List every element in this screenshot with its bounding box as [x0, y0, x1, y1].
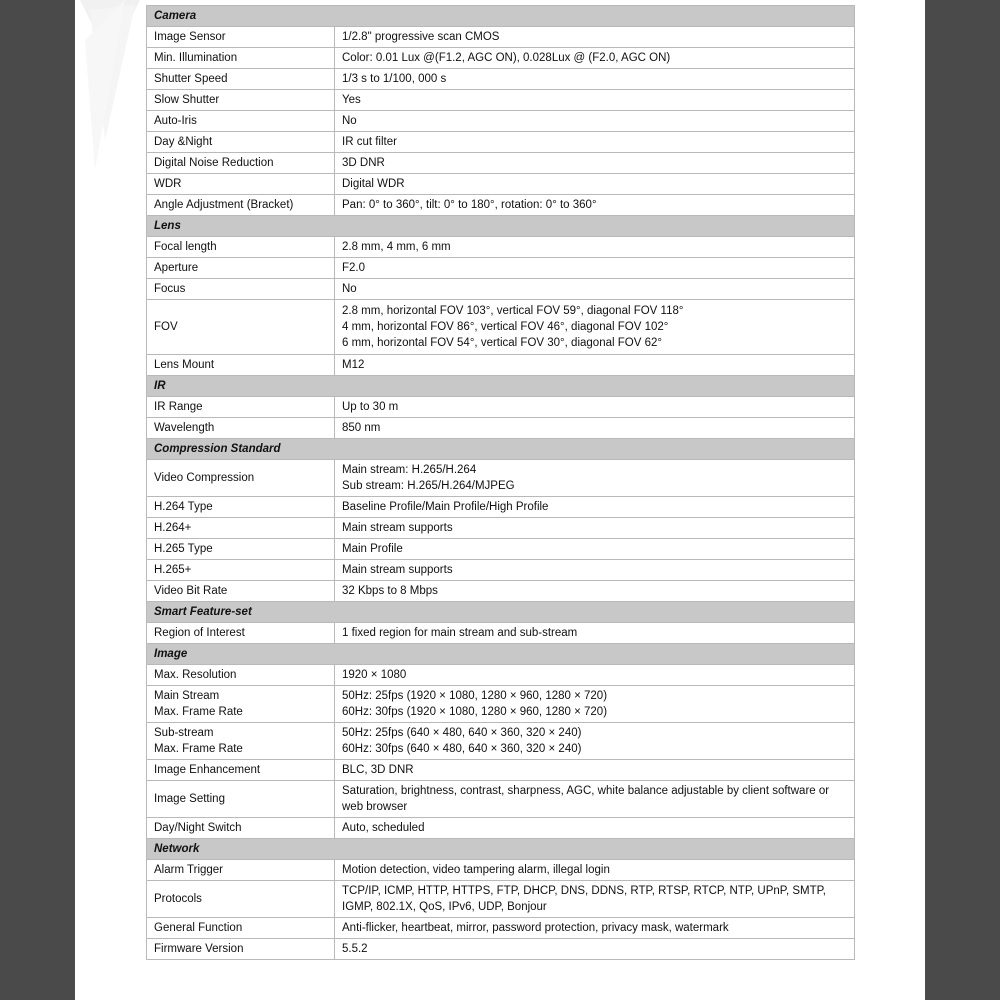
- spec-label: Lens Mount: [147, 355, 335, 376]
- section-title: Network: [147, 839, 855, 860]
- spec-label: General Function: [147, 918, 335, 939]
- table-row: [147, 760, 855, 781]
- spec-label: Image Sensor: [147, 27, 335, 48]
- spec-value: M12: [335, 355, 855, 376]
- table-row: [147, 818, 855, 839]
- spec-value: Main stream supports: [335, 518, 855, 539]
- spec-value: Motion detection, video tampering alarm, illegal login: [335, 860, 855, 881]
- spec-label: Video Bit Rate: [147, 581, 335, 602]
- table-row: [147, 90, 855, 111]
- section-header: [147, 376, 855, 397]
- spec-value: 50Hz: 25fps (1920 × 1080, 1280 × 960, 1280 × 720) 60Hz: 30fps (1920 × 1080, 1280 × 960, 1280 × 720): [335, 686, 855, 723]
- table-row: [147, 581, 855, 602]
- table-row: [147, 27, 855, 48]
- section-header: [147, 6, 855, 27]
- spec-value: 1 fixed region for main stream and sub-stream: [335, 623, 855, 644]
- section-title: Camera: [147, 6, 855, 27]
- spec-value: 1920 × 1080: [335, 665, 855, 686]
- spec-label: Image Setting: [147, 781, 335, 818]
- spec-label: Slow Shutter: [147, 90, 335, 111]
- table-row: [147, 939, 855, 960]
- table-row: [147, 665, 855, 686]
- spec-label: Main Stream Max. Frame Rate: [147, 686, 335, 723]
- spec-label: Sub-stream Max. Frame Rate: [147, 723, 335, 760]
- spec-value: Up to 30 m: [335, 397, 855, 418]
- spec-label: Focal length: [147, 237, 335, 258]
- section-header: [147, 644, 855, 665]
- section-title: IR: [147, 376, 855, 397]
- section-title: Smart Feature-set: [147, 602, 855, 623]
- spec-label: Digital Noise Reduction: [147, 153, 335, 174]
- section-header: [147, 839, 855, 860]
- spec-value: BLC, 3D DNR: [335, 760, 855, 781]
- table-row: [147, 132, 855, 153]
- spec-label: H.264+: [147, 518, 335, 539]
- section-title: Compression Standard: [147, 439, 855, 460]
- spec-value: No: [335, 111, 855, 132]
- spec-value: Color: 0.01 Lux @(F1.2, AGC ON), 0.028Lux @ (F2.0, AGC ON): [335, 48, 855, 69]
- table-row: [147, 497, 855, 518]
- section-header: [147, 216, 855, 237]
- spec-label: H.265 Type: [147, 539, 335, 560]
- spec-value: Main Profile: [335, 539, 855, 560]
- table-row: [147, 781, 855, 818]
- table-row: [147, 300, 855, 355]
- spec-value: 1/2.8" progressive scan CMOS: [335, 27, 855, 48]
- table-row: [147, 518, 855, 539]
- spec-label: Max. Resolution: [147, 665, 335, 686]
- spec-label: Day/Night Switch: [147, 818, 335, 839]
- spec-value: 5.5.2: [335, 939, 855, 960]
- spec-label: FOV: [147, 300, 335, 355]
- spec-value: TCP/IP, ICMP, HTTP, HTTPS, FTP, DHCP, DNS, DDNS, RTP, RTSP, RTCP, NTP, UPnP, SMTP, IGMP, 802.1X, QoS, IPv6, UDP, Bonjour: [335, 881, 855, 918]
- spec-label: Auto-Iris: [147, 111, 335, 132]
- spec-value: 850 nm: [335, 418, 855, 439]
- spec-value: Saturation, brightness, contrast, sharpness, AGC, white balance adjustable by client software or web browser: [335, 781, 855, 818]
- spec-label: Day &Night: [147, 132, 335, 153]
- spec-value: Auto, scheduled: [335, 818, 855, 839]
- table-row: [147, 153, 855, 174]
- spec-value: 2.8 mm, 4 mm, 6 mm: [335, 237, 855, 258]
- spec-table: [146, 5, 855, 960]
- spec-value: F2.0: [335, 258, 855, 279]
- spec-label: Shutter Speed: [147, 69, 335, 90]
- section-header: [147, 439, 855, 460]
- table-row: [147, 560, 855, 581]
- table-row: [147, 48, 855, 69]
- table-row: [147, 881, 855, 918]
- table-row: [147, 111, 855, 132]
- spec-label: Aperture: [147, 258, 335, 279]
- table-row: [147, 355, 855, 376]
- spec-value: 3D DNR: [335, 153, 855, 174]
- table-row: [147, 258, 855, 279]
- table-row: [147, 195, 855, 216]
- spec-value: 50Hz: 25fps (640 × 480, 640 × 360, 320 × 240) 60Hz: 30fps (640 × 480, 640 × 360, 320 × 240): [335, 723, 855, 760]
- table-row: [147, 918, 855, 939]
- spec-value: IR cut filter: [335, 132, 855, 153]
- table-row: [147, 623, 855, 644]
- spec-label: Focus: [147, 279, 335, 300]
- spec-value: 2.8 mm, horizontal FOV 103°, vertical FOV 59°, diagonal FOV 118° 4 mm, horizontal FOV 86°, vertical FOV 46°, diagonal FOV 102° 6 mm, horizontal FOV 54°, vertical FOV 30°, diagonal FOV 62°: [335, 300, 855, 355]
- spec-label: H.265+: [147, 560, 335, 581]
- spec-label: Wavelength: [147, 418, 335, 439]
- spec-label: WDR: [147, 174, 335, 195]
- spec-label: IR Range: [147, 397, 335, 418]
- spec-label: Alarm Trigger: [147, 860, 335, 881]
- table-row: [147, 174, 855, 195]
- spec-value: Main stream supports: [335, 560, 855, 581]
- spec-label: Min. Illumination: [147, 48, 335, 69]
- section-title: Lens: [147, 216, 855, 237]
- table-row: [147, 69, 855, 90]
- table-row: [147, 539, 855, 560]
- spec-label: Image Enhancement: [147, 760, 335, 781]
- table-row: [147, 723, 855, 760]
- spec-value: Yes: [335, 90, 855, 111]
- spec-value: 1/3 s to 1/100, 000 s: [335, 69, 855, 90]
- spec-value: No: [335, 279, 855, 300]
- spec-label: Region of Interest: [147, 623, 335, 644]
- table-row: [147, 460, 855, 497]
- spec-label: H.264 Type: [147, 497, 335, 518]
- section-title: Image: [147, 644, 855, 665]
- spec-value: Main stream: H.265/H.264 Sub stream: H.265/H.264/MJPEG: [335, 460, 855, 497]
- table-row: [147, 418, 855, 439]
- table-row: [147, 237, 855, 258]
- table-row: [147, 397, 855, 418]
- spec-label: Video Compression: [147, 460, 335, 497]
- spec-label: Angle Adjustment (Bracket): [147, 195, 335, 216]
- table-row: [147, 860, 855, 881]
- spec-value: Digital WDR: [335, 174, 855, 195]
- spec-value: Baseline Profile/Main Profile/High Profile: [335, 497, 855, 518]
- spec-value: Anti-flicker, heartbeat, mirror, password protection, privacy mask, watermark: [335, 918, 855, 939]
- section-header: [147, 602, 855, 623]
- table-row: [147, 686, 855, 723]
- spec-value: 32 Kbps to 8 Mbps: [335, 581, 855, 602]
- table-row: [147, 279, 855, 300]
- spec-value: Pan: 0° to 360°, tilt: 0° to 180°, rotation: 0° to 360°: [335, 195, 855, 216]
- spec-label: Protocols: [147, 881, 335, 918]
- spec-label: Firmware Version: [147, 939, 335, 960]
